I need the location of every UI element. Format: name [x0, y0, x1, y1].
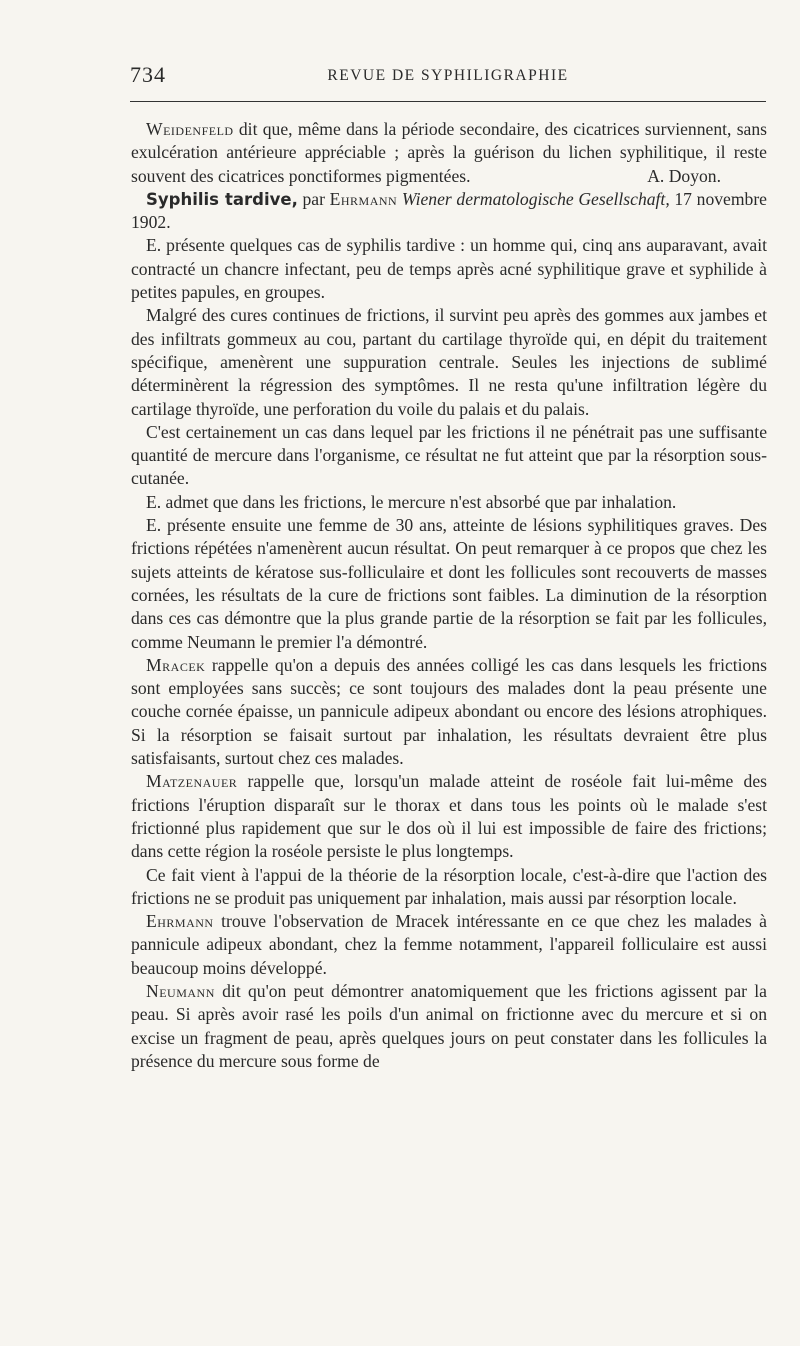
- paragraph-cefait: Ce fait vient à l'appui de la théorie de la résorption locale, c'est-à-dire que l'action des frictions ne se produit pas uniquement par inhalation, mais aussi par résorption locale.: [131, 864, 767, 908]
- author-name: Mracek: [146, 654, 206, 675]
- section-journal: Wiener dermatologische Gesellschaft,: [401, 188, 670, 209]
- paragraph-text: rappelle que, lorsqu'un malade atteint de roséole fait lui-même des frictions l'éruption disparaît sur le thorax et dans tous les points où le malade s'est frictionné plus rapidement que sur le dos où il lui est impossible de faire des frictions; dans cette région la roséole persiste le plus longtemps.: [131, 771, 767, 862]
- page-header: [130, 62, 766, 92]
- author-name: Weidenfeld: [146, 119, 234, 139]
- paragraph-weidenfeld: [131, 118, 767, 188]
- paragraph-text: dit qu'on peut démontrer anatomiquement que les frictions agissent par la peau. Si après avoir rasé les poils d'un animal on frictionne avec du mercure et si on excise un fragment de peau, après quelques jours on peut constater dans les follicules la présence du mercure sous forme de: [131, 980, 767, 1071]
- paragraph-text: trouve l'observation de Mracek intéressante en ce que chez les malades à pannicule adipeux abondant, chez la femme notamment, l'appareil folliculaire est aussi beaucoup moins développé.: [131, 911, 767, 978]
- author-name: Matzenauer: [146, 771, 238, 792]
- paragraph-e2: E. admet que dans les frictions, le mercure n'est absorbé que par inhalation.: [146, 491, 677, 512]
- reviewer-signature: A. Doyon.: [647, 165, 721, 186]
- paragraph-text: dit que, même dans la période secondaire, des cicatrices surviennent, sans exulcération antérieure appréciable ; après la guérison du lichen syphilitique, il reste souvent des cicatrices ponctiformes pigmentées.: [131, 119, 767, 186]
- paragraph-neumann: [131, 980, 767, 1073]
- section-heading: [131, 188, 767, 235]
- paragraph-malgre: Malgré des cures continues de frictions, il survint peu après des gommes aux jambes et des infiltrats gommeux au cou, partant du cartilage thyroïde qui, en dépit du traitement spécifique, amenèrent une suppuration centrale. Seules les injections de sublimé déterminèrent la régression des symptômes. Il ne resta qu'une infiltration légère du cartilage thyroïde, une perforation du voile du palais et du palais.: [131, 305, 767, 419]
- running-title: REVUE DE SYPHILIGRAPHIE: [327, 67, 569, 84]
- paragraph-e1: E. présente quelques cas de syphilis tardive : un homme qui, cinq ans auparavant, avait contracté un chancre infectant, peu de temps après acné syphilitique grave et syphilide à petites papules, en groupes.: [131, 235, 767, 303]
- body-text: [131, 118, 767, 1073]
- page-number: 734: [130, 62, 166, 87]
- paragraph-e3: E. présente ensuite une femme de 30 ans, atteinte de lésions syphilitiques graves. Des frictions répétées n'amenèrent aucun résultat. On peut remarquer à ce propos que chez les sujets atteints de kératose sus-folliculaire et dont les follicules sont recouverts de masses cornées, les résultats de la cure de frictions sont faibles. La diminution de la résorption dans ces cas démontre que la plus grande partie de la résorption se fait par les follicules, comme Neumann le premier l'a démontré.: [131, 515, 767, 652]
- author-name: Ehrmann: [146, 911, 214, 932]
- paragraph-text: rappelle qu'on a depuis des années colligé les cas dans lesquels les frictions sont employées sans succès; ce sont toujours des malades dont la peau présente une couche cornée épaisse, un pannicule adipeux abondant ou encore des lésions atrophiques. Si la résorption se faisait surtout par inhalation, les résultats devraient être plus satisfaisants, surtout chez ces malades.: [131, 654, 767, 769]
- section-title: Syphilis tardive,: [146, 189, 298, 209]
- paragraph-matzenauer: [131, 770, 767, 863]
- paragraph-mracek: [131, 654, 767, 770]
- section-author: Ehrmann: [329, 188, 398, 209]
- section-par: par: [297, 188, 330, 209]
- author-name: Neumann: [146, 980, 215, 1001]
- header-rule: [130, 101, 766, 102]
- section-date: 17 novembre 1902.: [131, 188, 767, 233]
- paragraph-ehrmann: [131, 910, 767, 980]
- paragraph-cest: C'est certainement un cas dans lequel par les frictions il ne pénétrait pas une suffisante quantité de mercure dans l'organisme, ce résultat ne fut atteint que par la résorption sous-cutanée.: [131, 421, 767, 489]
